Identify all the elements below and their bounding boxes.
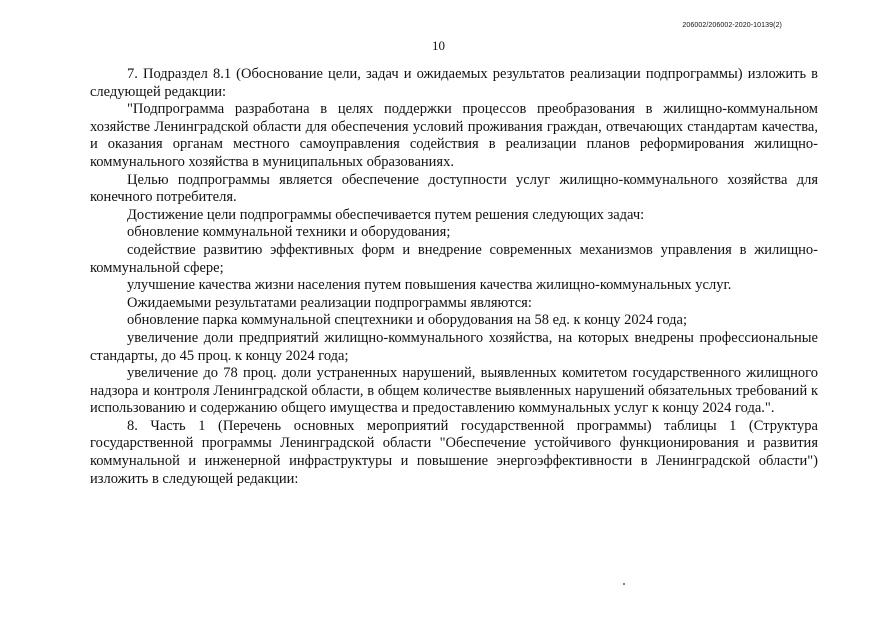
scan-speck [623,583,625,585]
paragraph-result-3: увеличение до 78 проц. доли устраненных нарушений, выявленных комитетом государственного жилищного надзора и контроля Ленинградской области, в общем количестве выявленных нарушений обязательных требований к использованию и содержанию общего имущества и предоставлению коммунальных услуг к концу 2024 года.". [90,365,818,417]
paragraph-goal: Целью подпрограммы является обеспечение доступности услуг жилищно-коммунального хозяйства для конечного потребителя. [90,171,818,206]
paragraph-item-8: 8. Часть 1 (Перечень основных мероприятий государственной программы) таблицы 1 (Структура государственной программы Ленинградской области "Обеспечение устойчивого функционирования и развития коммунальной и инженерной инфраструктуры и повышение энергоэффективности в Ленинградской области") изложить в следующей редакции: [90,417,818,487]
page-number: 10 [432,38,445,53]
paragraph-result-1: обновление парка коммунальной спецтехники и оборудования на 58 ед. к концу 2024 года; [127,312,688,329]
paragraph-result-2: увеличение доли предприятий жилищно-коммунального хозяйства, на которых внедрены профессиональные стандарты, до 45 проц. к концу 2024 года; [90,329,818,364]
paragraph-results-intro: Ожидаемыми результатами реализации подпрограммы являются: [127,294,532,311]
paragraph-quote-purpose: "Подпрограмма разработана в целях поддержки процессов преобразования в жилищно-коммунальном хозяйстве Ленинградской области для обеспечения условий проживания граждан, отвечающих стандартам качества, и оказания органам местного самоуправления содействия в реализации планов реформирования жилищно-коммунального хозяйства в муниципальных образованиях. [90,101,818,170]
paragraph-task-1: обновление коммунальной техники и оборудования; [127,224,451,241]
paragraph-tasks-intro: Достижение цели подпрограммы обеспечивается путем решения следующих задач: [127,206,645,223]
document-body [90,66,818,488]
paragraph-item-7: 7. Подраздел 8.1 (Обоснование цели, задач и ожидаемых результатов реализации подпрограммы) изложить в следующей редакции: [90,66,818,100]
paragraph-task-3: улучшение качества жизни населения путем повышения качества жилищно-коммунальных услуг. [127,277,732,294]
paragraph-task-2: содействие развитию эффективных форм и внедрение современных механизмов управления в жилищно-коммунальной сфере; [90,241,818,276]
document-id: 206002/206002-2020-10139(2) [682,22,782,29]
